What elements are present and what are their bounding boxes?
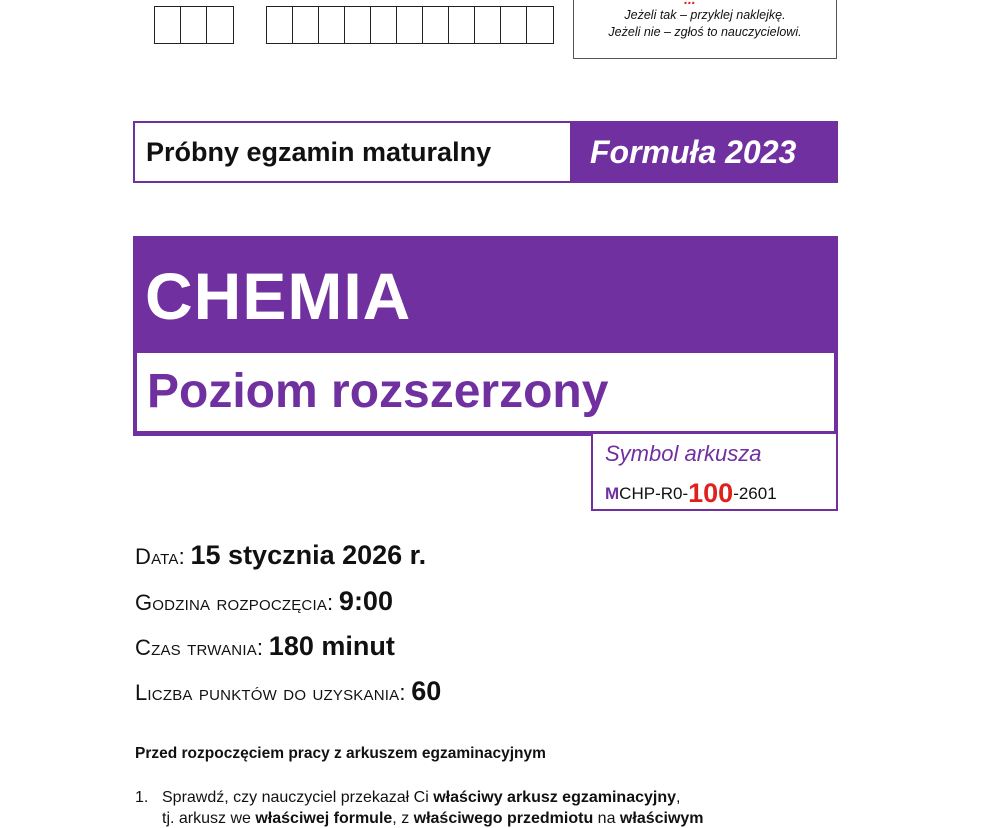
exam-duration-label: Czas trwania:	[135, 635, 264, 660]
instruction-text: tj. arkusz we	[162, 810, 256, 827]
instruction-text: , z	[392, 810, 414, 827]
code-cell	[527, 7, 553, 43]
exam-type: Próbny egzamin maturalny	[146, 136, 492, 167]
instruction-emphasis: właściwej formule	[255, 810, 393, 827]
pesel-prefix-boxes	[154, 6, 234, 44]
instruction-number: 1.	[135, 789, 149, 806]
code-cell	[267, 7, 293, 43]
sticker-note-fragment	[684, 0, 696, 8]
exam-date-label: Data:	[135, 544, 185, 569]
code-cell	[475, 7, 501, 43]
code-cell	[449, 7, 475, 43]
instruction-emphasis: właściwy arkusz egzaminacyjny	[433, 789, 677, 806]
instruction-emphasis: właściwego przedmiotu	[413, 810, 594, 827]
code-cell	[319, 7, 345, 43]
code-cell	[371, 7, 397, 43]
sheet-symbol-box	[591, 434, 838, 511]
instruction-text: na	[593, 810, 620, 827]
exam-points-label: Liczba punktów do uzyskania:	[135, 680, 406, 705]
sheet-symbol-code	[605, 478, 777, 509]
exam-start-row	[135, 586, 393, 617]
code-cell	[181, 7, 207, 43]
exam-date-value: 15 stycznia 2026 r.	[190, 540, 427, 570]
symbol-number: 100	[688, 478, 734, 508]
code-cell	[397, 7, 423, 43]
code-cell	[293, 7, 319, 43]
subject-name: CHEMIA	[145, 259, 412, 333]
sticker-note-line2: Jeżeli nie – zgłoś to nauczycielowi.	[608, 25, 802, 39]
exam-start-value: 9:00	[338, 586, 393, 616]
symbol-prefix-m: M	[605, 484, 620, 503]
exam-points-row	[135, 676, 441, 707]
subject-level: Poziom rozszerzony	[137, 353, 834, 431]
instructions-heading: Przed rozpoczęciem pracy z arkuszem egzaminacyjnym	[135, 745, 546, 762]
exam-banner	[133, 121, 838, 183]
subject-block	[133, 236, 838, 436]
exam-points-value: 60	[411, 676, 442, 706]
instruction-item	[135, 787, 704, 828]
code-cell	[501, 7, 527, 43]
sticker-note	[573, 0, 837, 59]
exam-date-row	[135, 540, 426, 571]
code-cell	[155, 7, 181, 43]
exam-duration-value: 180 minut	[268, 631, 395, 661]
pesel-boxes	[266, 6, 554, 44]
instruction-emphasis: właściwym	[619, 810, 704, 827]
symbol-suffix: -2601	[733, 484, 777, 503]
instruction-text: ,	[676, 789, 681, 806]
code-cell	[423, 7, 449, 43]
code-cell	[207, 7, 233, 43]
symbol-prefix-rest: CHP-R0-	[619, 484, 689, 503]
exam-formula: Formuła 2023	[570, 123, 836, 181]
exam-start-label: Godzina rozpoczęcia:	[135, 590, 334, 615]
sheet-symbol-label: Symbol arkusza	[605, 441, 762, 466]
exam-duration-row	[135, 631, 395, 662]
instruction-text: Sprawdź, czy nauczyciel przekazał Ci	[162, 789, 434, 806]
code-cell	[345, 7, 371, 43]
sticker-note-line1: Jeżeli tak – przyklej naklejkę.	[624, 8, 786, 22]
